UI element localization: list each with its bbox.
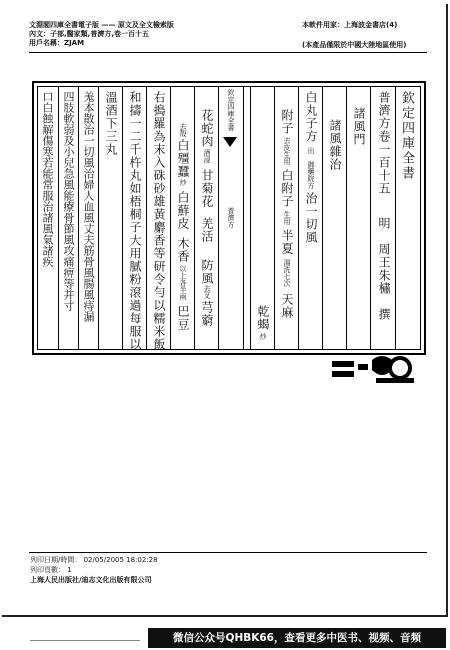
herb-text: 乾蝎 [256, 305, 270, 331]
header-content-path: 內文：子部,醫家類,普濟方,卷一百十五 [29, 30, 149, 38]
notice-text: (本產品僅限於中國大陸地區使用) [302, 41, 407, 49]
herb-text: 花蛇肉 [200, 109, 214, 148]
prep-text: 和擣一二千杵丸如梧桐子大用膩粉滾過每服以 [128, 91, 142, 351]
formula-source-note: 出 御藥院方 [307, 147, 315, 189]
column-14 [38, 87, 58, 349]
herb-text: 天麻 [280, 293, 294, 319]
publisher-logo-icon [332, 354, 414, 386]
header-licensee [302, 21, 397, 30]
column-10 [122, 87, 147, 349]
author-line: 明 周王朱橚 撰 [377, 217, 391, 321]
header-info [29, 21, 174, 48]
column-3 [346, 87, 371, 349]
column-2 [370, 87, 396, 349]
page-spine [218, 87, 244, 349]
document-page [2, 4, 448, 617]
herb-note: 去叉 [203, 285, 211, 299]
print-date: 列印日期/時間： 02/05/2005 18:02:28 [30, 556, 158, 564]
herb-note: 去皮生用 [283, 137, 291, 165]
publisher-line: 上海人民出版社/迪志文化出版有限公司 [30, 576, 152, 584]
column-8 [170, 87, 195, 349]
formula-text: 口白蝕解傷寒若能常服治諸風氣諸疾 [41, 91, 54, 267]
herb-text: 白殭蠶 [176, 139, 190, 178]
dosage-text: 溫酒下三丸 [104, 91, 118, 156]
column-11 [98, 87, 123, 349]
header-username: 用戶名稱：ZJAM [29, 39, 85, 47]
herb-text: 防風 [200, 259, 214, 285]
herb-note: 酒浸 [203, 149, 211, 163]
herb-text: 甘菊花 [200, 169, 214, 208]
scan-inner-frame [37, 86, 421, 350]
herb-note: 生用 [283, 211, 291, 225]
formula-text: 四肢軟弱及小兒急風能療骨節風攻痛痹等并寸 [62, 91, 75, 311]
herb-text: 白蘚皮 [176, 191, 190, 230]
herb-text: 白附子 [280, 169, 294, 208]
herb-note: 以上各半兩 [179, 265, 187, 300]
next-page-edge [30, 640, 140, 647]
column-13 [58, 87, 79, 349]
column-6 [274, 87, 299, 349]
fishtail-mark [223, 137, 237, 147]
prep-text: 右搗羅為末入硃砂雄黃麝香等研令勻以糯米飯 [152, 91, 166, 351]
header-rule [29, 52, 427, 53]
subsection-heading: 諸風雜治 [328, 119, 342, 171]
herb-note: 湯洗七次 [283, 259, 291, 287]
formula-indication: 治一切風 [304, 192, 318, 244]
formula-text: 羗本散治一切風治婦人血風丈夫筋骨風腸風痔漏 [82, 91, 95, 322]
herb-text: 羌活 [200, 217, 214, 243]
spine-subtitle: 普濟方 [227, 207, 235, 228]
book-heading: 欽定四庫全書 [399, 91, 414, 181]
herb-text: 附子 [280, 109, 294, 135]
watermark-banner: 微信公众号QHBK66，查看更多中医书、视频、音频 [148, 628, 446, 648]
herb-text: 芎藭 [200, 301, 214, 327]
volume-title: 普濟方卷一百十五 [377, 91, 391, 195]
herb-text: 巴豆 [176, 305, 190, 331]
footer-rule [29, 552, 427, 553]
spine-heading: 欽定四庫全書 [227, 89, 235, 131]
herb-note: 去殼 [179, 123, 187, 137]
column-4 [322, 87, 347, 349]
herb-note: 炒 [179, 179, 187, 186]
scan-frame [32, 81, 426, 355]
section-heading: 諸風門 [352, 107, 366, 146]
print-pages: 列印頁數： 1 [30, 566, 72, 574]
column-7 [194, 87, 219, 349]
column-1 [395, 87, 418, 349]
column-12 [78, 87, 99, 349]
column-6b [250, 87, 275, 349]
herb-text: 木香 [176, 237, 190, 263]
header-title: 文淵閣四庫全書電子版 —— 原文及全文檢索版 [29, 21, 174, 29]
header-notice [302, 41, 406, 50]
herb-text: 半夏 [280, 229, 294, 255]
formula-name: 白丸子方 [304, 91, 318, 143]
column-9 [146, 87, 171, 349]
column-5 [298, 87, 323, 349]
herb-note: 炒 [259, 333, 267, 340]
licensee-text: 本軟件用家：上海波金書店(4) [302, 21, 398, 29]
